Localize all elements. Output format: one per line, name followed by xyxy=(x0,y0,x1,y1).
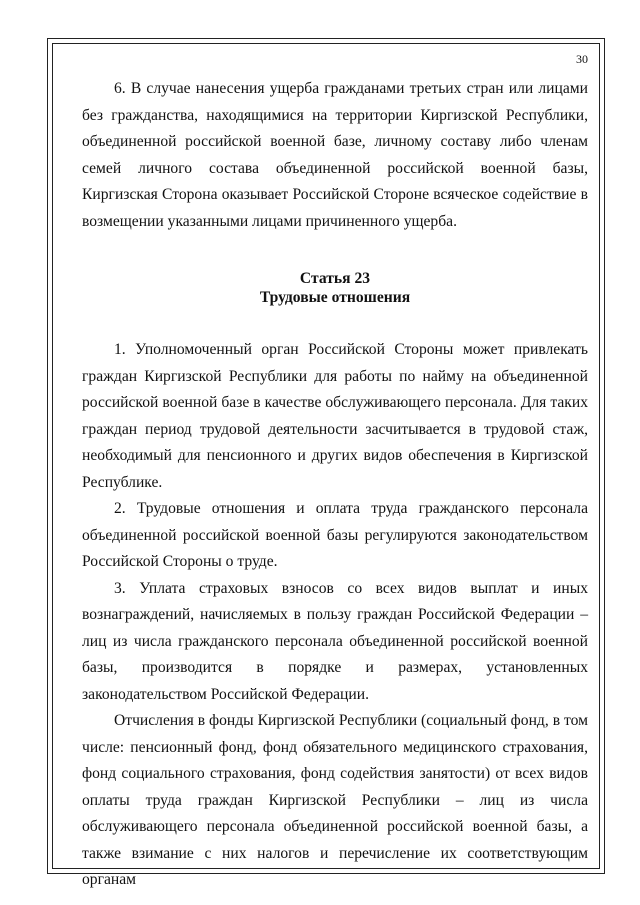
article-subtitle: Трудовые отношения xyxy=(259,289,411,306)
paragraph-1: 1. Уполномоченный орган Российской Стороны может привлекать граждан Киргизской Республики для работы по найму на объединенной российской военной базе в качестве обслуживающего персонала. Для таких граждан период трудовой деятельности засчитывается в трудовой стаж, необходимый для пенсионного и других видов обеспечения в Киргизской Республике. xyxy=(82,341,588,491)
document-page xyxy=(82,52,588,894)
page-number: 30 xyxy=(576,52,588,66)
article-title: Статья 23 xyxy=(299,270,371,287)
paragraph-6: 6. В случае нанесения ущерба гражданами третьих стран или лицами без гражданства, находящимися на территории Киргизской Республики, объединенной российской военной базе, личному составу либо членам семей личного состава объединенной российской военной базы, Киргизская Сторона оказывает Российской Стороне всяческое содействие в возмещении указанными лицами причиненного ущерба. xyxy=(82,80,588,230)
paragraph-2: 2. Трудовые отношения и оплата труда гражданского персонала объединенной российской военной базы регулируются законодательством Российской Стороны о труде. xyxy=(82,500,588,570)
paragraph-deductions: Отчисления в фонды Киргизской Республики (социальный фонд, в том числе: пенсионный фонд, фонд обязательного медицинского страхования, фонд социального страхования, фонд содействия занятости) от всех видов оплаты труда граждан Киргизской Республики – лиц из числа обслуживающего персонала объединенной российской военной базы, а также взимание с них налогов и перечисление их соответствующим органам xyxy=(82,712,588,888)
paragraph-3: 3. Уплата страховых взносов со всех видов выплат и иных вознаграждений, начисляемых в пользу граждан Российской Федерации – лиц из числа гражданского персонала объединенной российской военной базы, производится в порядке и размерах, установленных законодательством Российской Федерации. xyxy=(82,579,588,703)
